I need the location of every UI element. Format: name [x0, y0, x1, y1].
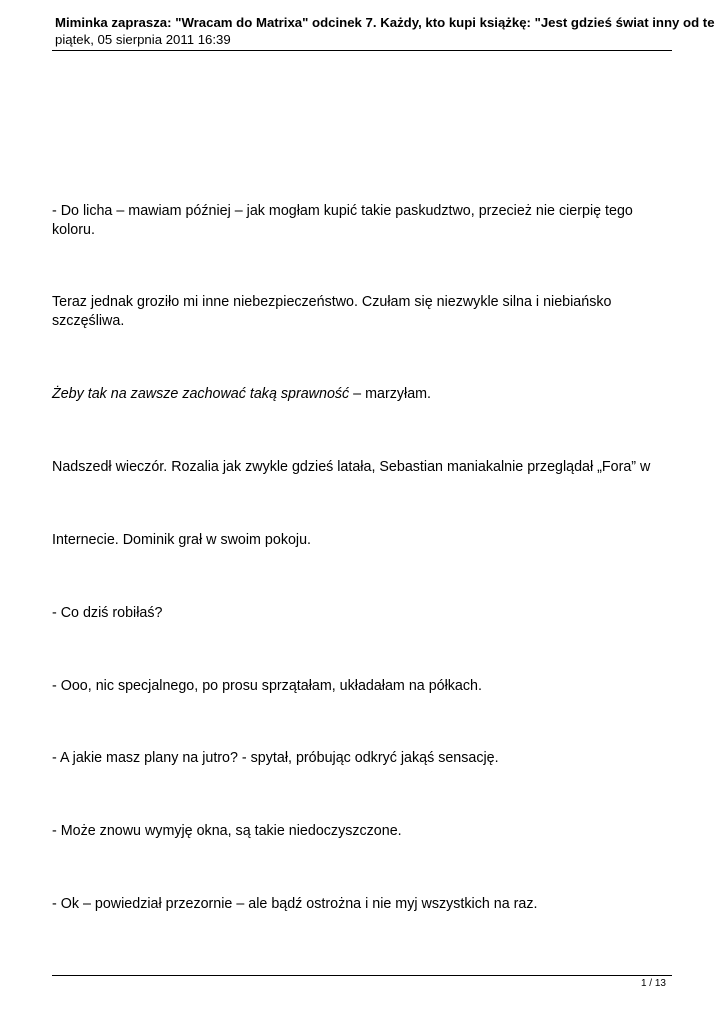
- article-date: piątek, 05 sierpnia 2011 16:39: [55, 32, 231, 47]
- footer-divider: [52, 975, 672, 976]
- paragraph-6: - Co dziś robiłaś?: [52, 605, 163, 621]
- article-title: Miminka zaprasza: "Wracam do Matrixa" odcinek 7. Każdy, kto kupi książkę: "Jest gdzieś świat inny od te: [55, 15, 715, 30]
- paragraph-5: Internecie. Dominik grał w swoim pokoju.: [52, 532, 312, 548]
- page-number: 1 / 13: [640, 978, 666, 989]
- paragraph-1: - Do licha – mawiam później – jak mogłam kupić takie paskudztwo, przecież nie cierpię tego koloru.: [52, 203, 633, 238]
- paragraph-8: - A jakie masz plany na jutro? - spytał, próbując odkryć jakąś sensację.: [52, 750, 499, 766]
- paragraph-4: Nadszedł wieczór. Rozalia jak zwykle gdzieś latała, Sebastian maniakalnie przeglądał „Fora” w: [52, 459, 651, 475]
- paragraph-3-italic: Żeby tak na zawsze zachować taką sprawność: [52, 386, 350, 402]
- paragraph-2: Teraz jednak groziło mi inne niebezpieczeństwo. Czułam się niezwykle silna i niebiańsko szczęśliwa.: [52, 294, 612, 329]
- header-divider: [52, 50, 672, 51]
- paragraph-9: - Może znowu wymyję okna, są takie niedoczyszczone.: [52, 823, 402, 839]
- paragraph-10: - Ok – powiedział przezornie – ale bądź ostrożna i nie myj wszystkich na raz.: [52, 896, 538, 912]
- paragraph-3: [52, 385, 672, 404]
- paragraph-7: - Ooo, nic specjalnego, po prosu sprzątałam, układałam na półkach.: [52, 678, 482, 694]
- paragraph-3-rest: – marzyłam.: [349, 386, 432, 402]
- page-header: [55, 14, 725, 48]
